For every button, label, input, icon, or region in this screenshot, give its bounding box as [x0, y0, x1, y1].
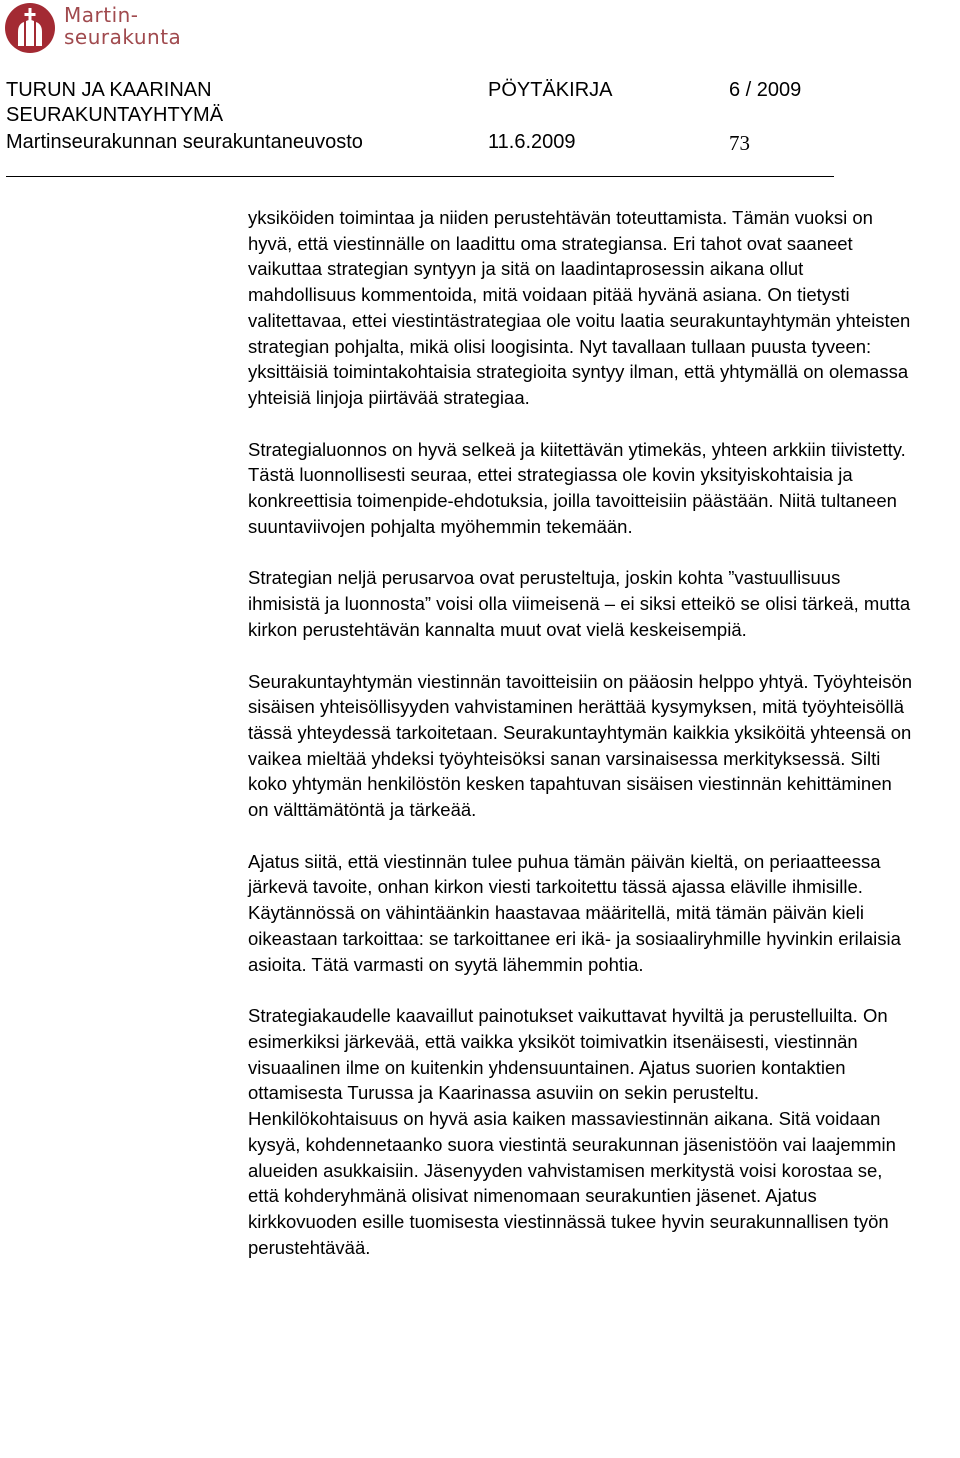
paragraph: yksiköiden toimintaa ja niiden perustehtävän toteuttamista. Tämän vuoksi on hyvä, että viestinnälle on laadittu oma strategiansa. Eri tahot ovat saaneet vaikuttaa strategian syntyyn ja sitä on laadintaprosessin aikana ollut mahdollisuus kommentoida, mitä voidaan pitää hyvänä asiana. On tietysti valitettavaa, ettei viestintästrategiaa ole voitu laatia seurakuntayhtymän yhteisten strategian pohjalta, mikä olisi loogisinta. Nyt tavallaan tullaan puusta tyveen: yksittäisiä toimintakohtaisia strategioita syntyy ilman, että yhtymällä on olemassa yhteisiä linjoja piirtävää strategiaa.	[248, 207, 911, 408]
paragraph: Ajatus siitä, että viestinnän tulee puhua tämän päivän kieltä, on periaatteessa järkevä tavoite, onhan kirkon viesti tarkoitettu tässä ajassa eläville ihmisille. Käytännössä on vähintäänkin haastavaa määritellä, mitä tämän päivän kieli oikeastaan tarkoittaa: se tarkoittanee eri ikä- ja sosiaaliryhmille hyvinkin erilaisia asioita. Tätä varmasti on syytä lähemmin pohtia.	[248, 850, 901, 975]
document-body	[248, 205, 913, 1286]
meeting-date: 11.6.2009	[488, 131, 576, 153]
paragraph: Strategiakaudelle kaavaillut painotukset vaikuttavat hyviltä ja perustelluilta. On esimerkiksi järkevää, että vaikka yksiköt toimivatkin itsenäisesti, viestinnän visuaalinen ilme on kuitenkin yhdensuuntainen. Ajatus suorien kontaktien ottamisesta Turussa ja Kaarinassa asuviin on sekin perusteltu. Henkilökohtaisuus on hyvä asia kaiken massaviestinnän aikana. Sitä voidaan kysyä, kohdennetaanko suora viestintä seurakunnan jäsenistöön vai laajemmin alueiden asukkaisiin. Jäsenyyden vahvistamisen merkitystä voisi korostaa se, että kohderyhmänä olisivat nimenomaan seurakuntien jäsenet. Ajatus kirkkovuoden esille tuomisesta viestinnässä tukee hyvin seurakunnallisen työn perustehtävää.	[248, 1005, 896, 1258]
logo-line-1: Martin-	[64, 3, 139, 27]
paragraph: Strategialuonnos on hyvä selkeä ja kiitettävän ytimekäs, yhteen arkkiin tiivistetty. Tästä luonnollisesti seuraa, ettei strategiassa ole kovin yksityiskohtaisia ja konkreettisia toimenpide-ehdotuksia, joilla tavoitteisiin päästään. Niitä tultaneen suuntaviivojen pohjalta myöhemmin tekemään.	[248, 438, 906, 537]
org-name-line-2: SEURAKUNTAYHTYMÄ	[6, 104, 224, 126]
org-name-line-1: TURUN JA KAARINAN	[6, 79, 212, 101]
page-number: 73	[729, 131, 750, 155]
church-emblem-icon	[4, 2, 56, 54]
paragraph: Seurakuntayhtymän viestinnän tavoitteisiin on pääosin helppo yhtyä. Työyhteisön sisäisen yhteisöllisyyden vahvistaminen herättää kysymyksen, mitä työyhteisöllä tässä yhteydessä tarkoitetaan. Seurakuntayhtymän kaikkia yksiköitä yhteensä on vaikea mieltää yhdeksi työyhteisöksi sanan varsinaisessa merkityksessä. Silti koko yhtymän henkilöstön kesken tapahtuvan sisäisen viestinnän kehittäminen on välttämätöntä ja tärkeää.	[248, 670, 913, 821]
logo	[4, 2, 181, 54]
logo-line-2: seurakunta	[64, 25, 182, 49]
logo-wordmark	[64, 4, 181, 48]
header-divider	[6, 176, 834, 177]
document-number: 6 / 2009	[729, 79, 802, 101]
paragraph: Strategian neljä perusarvoa ovat perusteltuja, joskin kohta ”vastuullisuus ihmisistä ja luonnosta” voisi olla viimeisenä – ei siksi etteikö se olisi tärkeä, mutta kirkon perustehtävän kannalta muut ovat vielä keskeisempiä.	[248, 567, 911, 640]
document-type: PÖYTÄKIRJA	[488, 79, 613, 101]
meeting-body-name: Martinseurakunnan seurakuntaneuvosto	[6, 131, 363, 153]
